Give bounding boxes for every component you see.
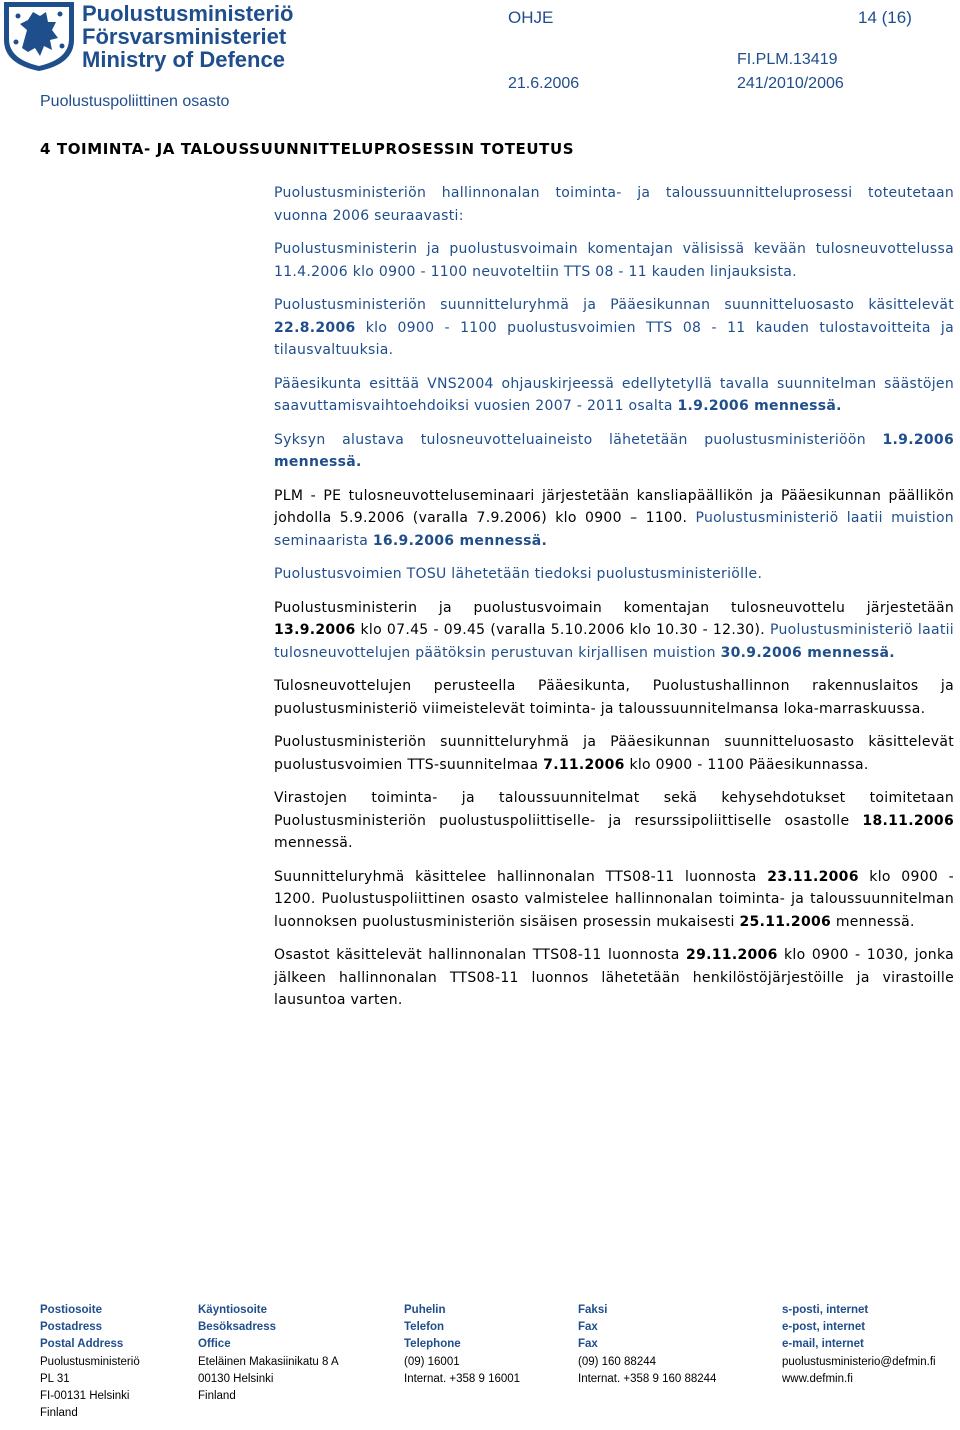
paragraph-text-segment: Puolustusministeriö laatii muistion seminaarista [274,510,954,549]
org-name-sv: Försvarsministeriet [82,24,287,49]
document-reference: 241/2010/2006 [737,75,844,92]
footer-value[interactable]: puolustusministerio@defmin.fi [782,1355,936,1368]
paragraph-text-segment: Puolustusministeriön suunnitteluryhmä ja Pääesikunnan suunnitteluosasto käsittelevät [274,297,954,313]
footer-heading: Office [198,1338,231,1351]
paragraph-text-segment: 18.11.2006 [862,812,954,829]
org-name-en: Ministry of Defence [82,47,285,72]
footer-value: (09) 160 88244 [578,1355,657,1368]
paragraph-text-segment: klo 0900 - 1030, jonka jälkeen hallinnonalan TTS08-11 luonnos lähetetään henkilöstöjärjestöille ja virastoille lausuntoa varten. [274,947,954,1008]
paragraph-text-segment: 1.9.2006 mennessä. [677,398,842,414]
footer-column [198,1302,339,1405]
paragraph-text-segment: 7.11.2006 [543,756,625,773]
footer-value: Internat. +358 9 160 88244 [578,1372,717,1385]
body-paragraph [274,731,954,776]
paragraph-text-segment: 23.11.2006 [767,868,859,885]
document-type: OHJE [508,8,554,27]
footer-heading: Postal Address [40,1338,124,1351]
paragraph-text-segment: Puolustusvoimien TOSU lähetetään tiedoksi puolustusministeriölle. [274,566,763,582]
ministry-logo [0,0,78,72]
document-id: FI.PLM.13419 [737,51,838,68]
paragraph-text-segment: Puolustusministerin ja puolustusvoimain komentajan tulosneuvottelu järjestetään [274,599,954,616]
footer-column [40,1302,140,1422]
footer-heading: Postadress [40,1321,103,1334]
paragraph-text-segment: Puolustusministeriön hallinnonalan toiminta- ja taloussuunnitteluprosessi toteutetaan vuonna 2006 seuraavasti: [274,185,954,224]
footer-heading: s-posti, internet [782,1304,869,1316]
paragraph-text-segment: Osastot käsittelevät hallinnonalan TTS08-11 luonnosta [274,947,687,963]
body-paragraph [274,429,954,474]
body-paragraph [274,787,954,855]
footer-value: PL 31 [40,1372,70,1385]
footer-heading: e-mail, internet [782,1338,864,1351]
footer-heading: Fax [578,1338,598,1351]
paragraph-text-segment: 30.9.2006 mennessä. [720,644,895,661]
footer-heading: Fax [578,1321,598,1334]
paragraph-text-segment: 25.11.2006 [739,913,832,930]
footer-value: FI-00131 Helsinki [40,1390,130,1403]
paragraph-text-segment: 13.9.2006 [274,622,356,638]
footer-value: Finland [40,1407,78,1420]
paragraph-text-segment: klo 07.45 - 09.45 (varalla 5.10.2006 klo 10.30 - 12.30). [355,622,770,638]
footer-column [404,1302,520,1388]
footer-value: 00130 Helsinki [198,1372,274,1385]
department-name: Puolustuspoliittinen osasto [40,93,230,110]
paragraph-text-segment: Pääesikunta esittää VNS2004 ohjauskirjeessä edellytetyllä tavalla suunnitelman säästöjen saavuttamisvaihtoehdoiksi vuosien 2007 - 2011 osalta [274,375,954,414]
paragraph-text-segment: 29.11.2006 [686,947,778,963]
footer-value: (09) 16001 [404,1355,460,1368]
paragraph-text-segment: mennessä. [831,913,915,930]
paragraph-text-segment: Syksyn alustava tulosneuvotteluaineisto lähetetään puolustusministeriöön [274,431,883,448]
page-number: 14 (16) [858,8,912,27]
body-paragraph [274,485,954,553]
org-names [82,2,293,71]
paragraph-text-segment: Virastojen toiminta- ja taloussuunnitelmat sekä kehysehdotukset toimitetaan Puolustusministeriön puolustuspoliittiselle- ja resurssipoliittiselle osastolle [274,790,954,829]
body-paragraph [274,563,954,586]
coat-of-arms-icon [0,0,78,72]
paragraph-text-segment: mennessä. [274,835,353,851]
paragraph-text-segment: 16.9.2006 mennessä. [372,532,548,549]
body-paragraph [274,373,954,418]
footer-value: Finland [198,1390,236,1403]
footer-column [782,1302,936,1388]
footer-heading: Käyntiosoite [198,1304,268,1316]
paragraph-text-segment: Puolustusministeriön suunnitteluryhmä ja Pääesikunnan suunnitteluosasto käsittelevät puolustusvoimien TTS-suunnitelmaa [274,734,954,773]
paragraph-text-segment: klo 0900 - 1200. Puolustuspoliittinen osasto valmistelee hallinnonalan toiminta- ja taloussuunnitelman luonnoksen puolustusministeriön sisäisen prosessin mukaisesti [274,868,954,930]
body-paragraph [274,597,954,665]
body-paragraph [274,866,954,934]
footer-value: Puolustusministeriö [40,1355,140,1368]
footer-heading: Besöksadress [198,1321,276,1334]
paragraph-text-segment: Suunnitteluryhmä käsittelee hallinnonalan TTS08-11 luonnosta [274,868,768,885]
footer-value[interactable]: www.defmin.fi [782,1372,853,1385]
document-body [274,182,954,1023]
footer-heading: Postiosoite [40,1304,102,1316]
footer-value: Eteläinen Makasiinikatu 8 A [198,1355,339,1368]
document-date: 21.6.2006 [508,75,580,92]
paragraph-text-segment: klo 0900 - 1100 Pääesikunnassa. [624,756,869,773]
section-title: 4 TOIMINTA- JA TALOUSSUUNNITTELUPROSESSIN TOTEUTUS [40,140,575,158]
paragraph-text-segment: Puolustusministerin ja puolustusvoimain komentajan välisissä kevään tulosneuvottelussa 11.4.2006 klo 0900 - 1100 neuvoteltiin TTS 08 - 11 kauden linjauksista. [274,241,954,280]
footer-heading: Puhelin [404,1304,446,1316]
footer-heading: Telephone [404,1338,461,1351]
org-name-fi: Puolustusministeriö [82,1,294,26]
footer-heading: Telefon [404,1321,445,1334]
paragraph-text-segment: 22.8.2006 [274,319,356,336]
paragraph-text-segment: Tulosneuvottelujen perusteella Pääesikunta, Puolustushallinnon rakennuslaitos ja puolustusministeriö viimeistelevät toiminta- ja taloussuunnitelmansa loka-marraskuussa. [274,678,954,717]
body-paragraph [274,944,954,1012]
footer-heading: Faksi [578,1304,608,1316]
footer-column [578,1302,716,1388]
paragraph-text-segment: klo 0900 - 1100 puolustusvoimien TTS 08 - 11 kauden tulostavoitteita ja tilausvaltuuksia. [274,319,954,358]
body-paragraph [274,675,954,720]
paragraph-text-segment: Puolustusministeriö laatii tulosneuvottelujen päätöksin perustuvan kirjallisen muistion [274,622,954,661]
paragraph-text-segment: PLM - PE tulosneuvotteluseminaari järjestetään kansliapäällikön ja Pääesikunnan päällikön johdolla 5.9.2006 (varalla 7.9.2006) klo 0900 – 1100. [274,487,954,526]
body-paragraph [274,182,954,227]
footer-value: Internat. +358 9 16001 [404,1372,521,1385]
body-paragraph [274,238,954,283]
paragraph-text-segment: 1.9.2006 mennessä. [274,431,954,470]
body-paragraph [274,294,954,362]
footer-heading: e-post, internet [782,1321,866,1334]
